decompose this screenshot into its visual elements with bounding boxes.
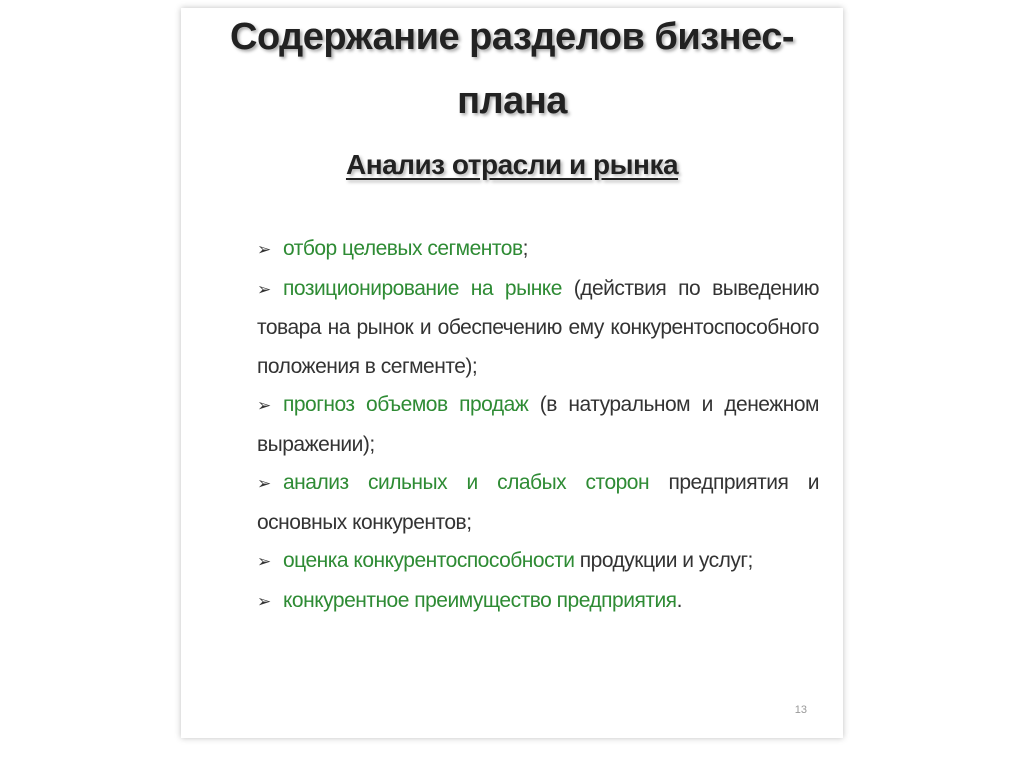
bullet-highlight: позиционирование на рынке: [283, 276, 562, 300]
slide: [181, 8, 843, 738]
bullet-item: [257, 270, 819, 387]
slide-title-line-2: плана: [457, 80, 567, 122]
bullet-list: [257, 230, 819, 621]
bullet-text: (в натуральном и денежном выражении);: [257, 393, 819, 456]
bullet-item: [257, 542, 819, 582]
arrow-bullet-icon: ➢: [257, 396, 271, 415]
page-number: 13: [794, 704, 807, 716]
bullet-text: .: [676, 588, 682, 612]
bullet-text: ;: [522, 237, 528, 260]
bullet-item: [257, 582, 819, 622]
bullet-item: [257, 386, 819, 464]
bullet-highlight: отбор целевых сегментов: [283, 237, 523, 260]
bullet-text: продукции и услуг;: [574, 549, 753, 572]
bullet-highlight: конкурентное преимущество предприятия: [283, 588, 677, 612]
arrow-bullet-icon: ➢: [257, 240, 271, 259]
arrow-bullet-icon: ➢: [257, 474, 271, 493]
bullet-text: предприятия и основных конкурентов;: [257, 471, 819, 534]
bullet-highlight: оценка конкурентоспособности: [283, 549, 575, 572]
bullet-highlight: прогноз объемов продаж: [283, 393, 529, 416]
arrow-bullet-icon: ➢: [257, 591, 271, 611]
bullet-text: (действия по выведению товара на рынок и обеспечению ему конкурентоспособного положения в сегменте);: [257, 276, 819, 378]
slide-title-line-1: Содержание разделов бизнес-: [230, 16, 794, 58]
bullet-item: [257, 230, 819, 270]
arrow-bullet-icon: ➢: [257, 552, 271, 571]
bullet-item: [257, 464, 819, 542]
bullet-highlight: анализ сильных и слабых сторон: [283, 471, 650, 494]
slide-subtitle: Анализ отрасли и рынка: [345, 149, 679, 180]
arrow-bullet-icon: ➢: [257, 279, 271, 299]
